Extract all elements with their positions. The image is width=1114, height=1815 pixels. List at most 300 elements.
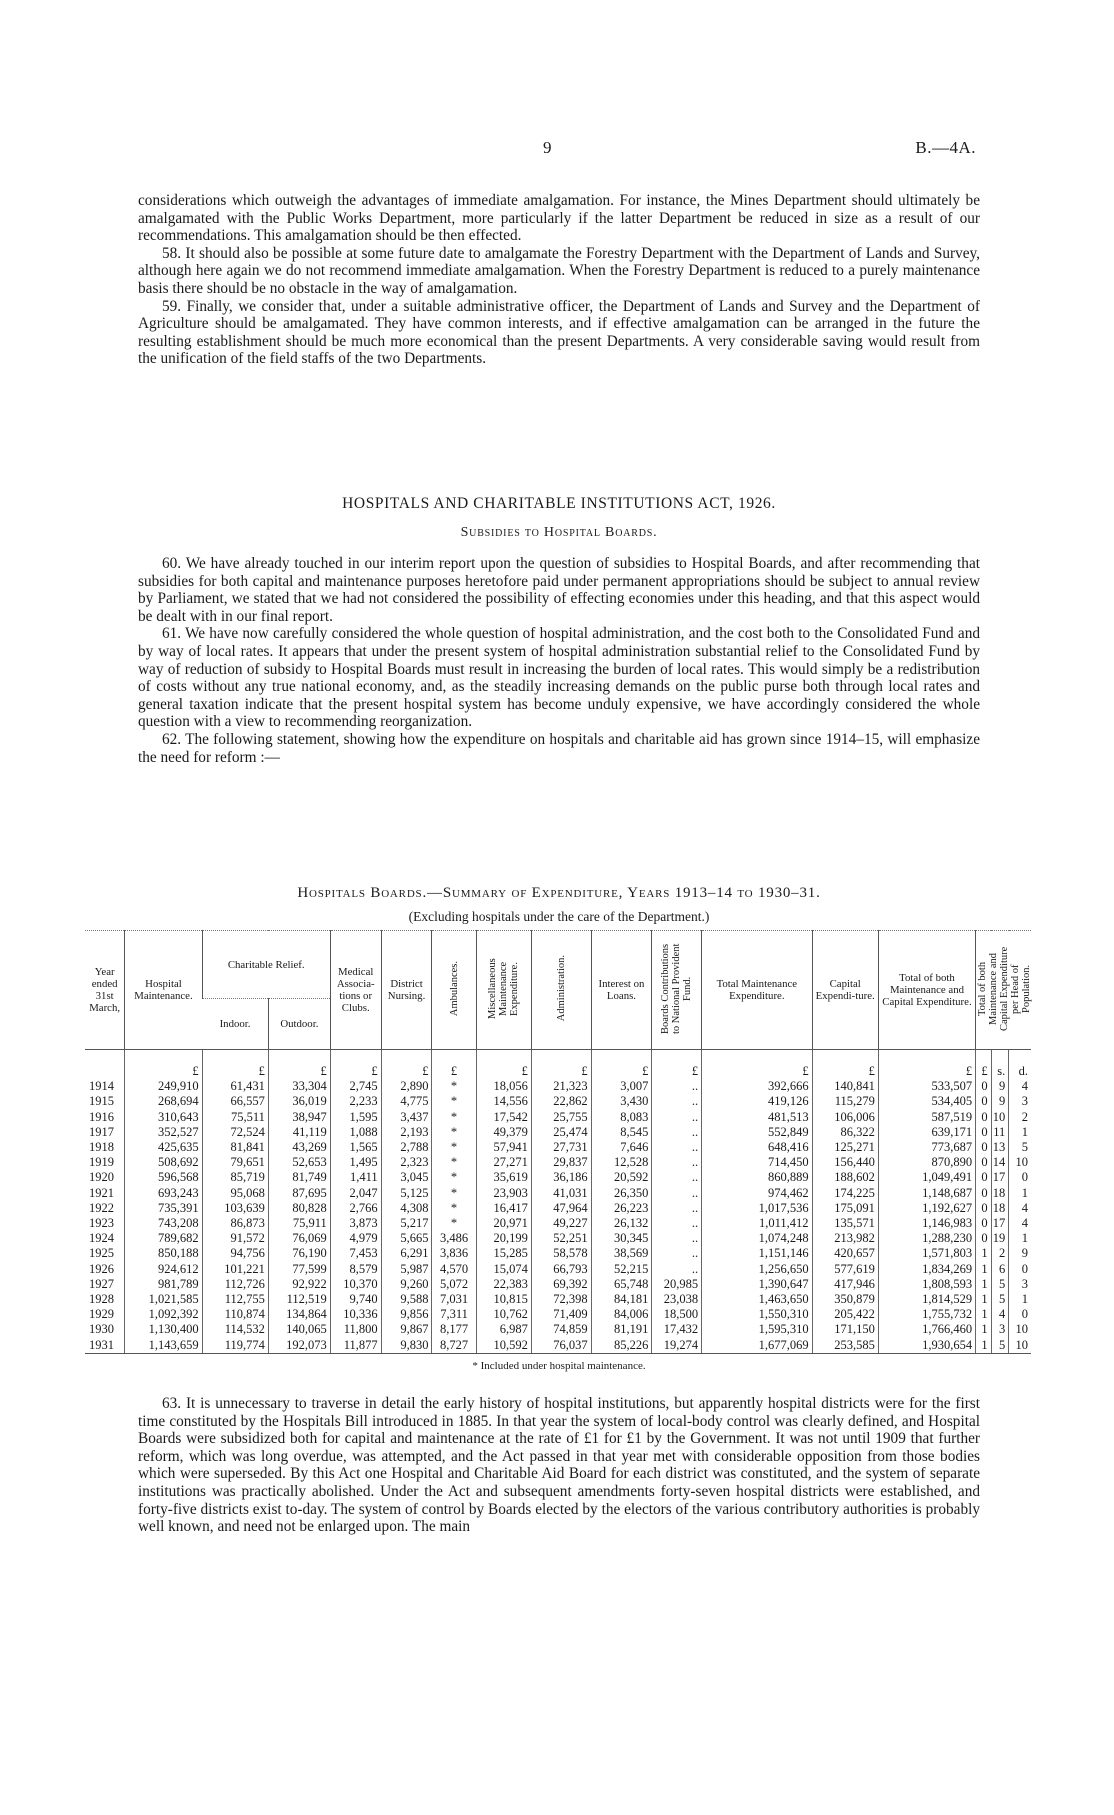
table-cell: 0 (976, 1110, 991, 1125)
table-cell: 115,279 (812, 1094, 878, 1109)
subsection-heading: Subsidies to Hospital Boards. (460, 525, 658, 540)
table-row (85, 1216, 1031, 1231)
table-cell: 1,088 (330, 1125, 381, 1140)
unit: £ (125, 1050, 202, 1080)
table-cell: 2,193 (381, 1125, 432, 1140)
table-cell: 26,223 (591, 1201, 652, 1216)
misc-label: Miscellaneous Maintenance Expenditure. (487, 958, 521, 1019)
table-cell: .. (652, 1170, 702, 1185)
table-cell: 0 (976, 1155, 991, 1170)
table-cell: 38,947 (268, 1110, 330, 1125)
table-cell: 135,571 (812, 1216, 878, 1231)
table-cell: 1,151,146 (702, 1246, 813, 1261)
table-cell: 79,651 (202, 1155, 268, 1170)
table-cell: 80,828 (268, 1201, 330, 1216)
col-hospital-maintenance: Hospital Maintenance. (125, 931, 202, 1050)
table-cell: 41,119 (268, 1125, 330, 1140)
table-cell: 1 (976, 1277, 991, 1292)
table-cell: 1,148,687 (878, 1186, 975, 1201)
table-cell: 639,171 (878, 1125, 975, 1140)
paragraph: considerations which outweigh the advantages of immediate amalgamation. For instance, the Mines Department should ultimately be amalgamated with the Public Works Department, more particularly if the latter Department be reduced in size as a result of our recommendations. This amalgamation should be then effected. (138, 192, 980, 245)
table-cell: 1,595 (330, 1110, 381, 1125)
table-cell: 6,291 (381, 1246, 432, 1261)
table-cell: 1928 (89, 1292, 114, 1307)
table-cell: 20,592 (591, 1170, 652, 1185)
table-cell: 71,409 (531, 1307, 591, 1322)
table-cell: 43,269 (268, 1140, 330, 1155)
table-cell: .. (652, 1094, 702, 1109)
table-cell: .. (652, 1186, 702, 1201)
table-cell: 16,417 (476, 1201, 531, 1216)
table-cell: 27,271 (476, 1155, 531, 1170)
table-cell: 1,143,659 (125, 1338, 202, 1354)
table-cell: .. (652, 1246, 702, 1261)
table-cell: 10 (1009, 1155, 1031, 1170)
paragraph-62: 62. The following statement, showing how the expenditure on hospitals and charitable aid has grown since 1914–15, will emphasize the need for reform :— (138, 730, 980, 766)
table-cell: 8,727 (432, 1338, 476, 1354)
table-cell: 1,011,412 (702, 1216, 813, 1231)
table-cell: 0 (976, 1216, 991, 1231)
table-cell: * (432, 1079, 476, 1094)
table-cell: 10 (1009, 1322, 1031, 1337)
table-cell: 419,126 (702, 1094, 813, 1109)
table-cell: 2,047 (330, 1186, 381, 1201)
table-cell: 23,903 (476, 1186, 531, 1201)
table-footnote: * Included under hospital maintenance. (472, 1360, 646, 1372)
table-cell: 789,682 (125, 1231, 202, 1246)
table-cell: 92,922 (268, 1277, 330, 1292)
table-title: Hospitals Boards.—Summary of Expenditure, Years 1913–14 to 1930–31. (297, 885, 821, 901)
table-cell: 4,570 (432, 1262, 476, 1277)
page-header (0, 138, 1114, 162)
paragraph-59: 59. Finally, we consider that, under a suitable administrative officer, the Department of Lands and Survey and the Department of Agriculture should be amalgamated. They have common interests, and if effective amalgamation can be arranged in the future the resulting establishment should be much more economical than the present Departments. A very considerable saving would result from the unification of the field staffs of the two Departments. (138, 297, 980, 368)
table-cell: 1 (976, 1292, 991, 1307)
table-cell: 310,643 (125, 1110, 202, 1125)
table-cell: 1 (1009, 1292, 1031, 1307)
table-cell: 974,462 (702, 1186, 813, 1201)
table-cell: 19,274 (652, 1338, 702, 1354)
unit: £ (330, 1050, 381, 1080)
table-cell: 23,038 (652, 1292, 702, 1307)
col-boards-contrib (652, 931, 702, 1050)
col-district-nursing: District Nursing. (381, 931, 432, 1050)
paragraph-60: 60. We have already touched in our interim report upon the question of subsidies to Hospital Boards, and after recommending that subsidies for both capital and maintenance purposes heretofore paid under permanent appropriations should be subject to annual review by Parliament, we stated that we had not considered the possibility of effecting economies under this heading, and that this aspect would be dealt with in our final report. (138, 555, 980, 625)
table-row (85, 1322, 1031, 1337)
boards-contrib-label: Boards Contributions to National Provident Fund. (660, 943, 694, 1034)
table-cell: 26,132 (591, 1216, 652, 1231)
table-cell: 86,322 (812, 1125, 878, 1140)
table-cell: 0 (976, 1094, 991, 1109)
table-cell: 33,304 (268, 1079, 330, 1094)
table-cell: 18,056 (476, 1079, 531, 1094)
table-row (85, 1140, 1031, 1155)
table-cell: 7,646 (591, 1140, 652, 1155)
table-cell: 9,830 (381, 1338, 432, 1354)
table-cell: 4,308 (381, 1201, 432, 1216)
table-cell: 3,437 (381, 1110, 432, 1125)
table-cell: 76,069 (268, 1231, 330, 1246)
col-charitable-relief: Charitable Relief. (202, 931, 330, 999)
table-row (85, 1110, 1031, 1125)
table-cell: 76,190 (268, 1246, 330, 1261)
paragraph-58: 58. It should also be possible at some future date to amalgamate the Forestry Department with the Department of Lands and Survey, although here again we do not recommend immediate amalgamation. When the Forestry Department is reduced to a purely maintenance basis there should be no obstacle in the way of amalgamation. (138, 244, 980, 297)
table-cell: 0 (976, 1140, 991, 1155)
table-cell: 3,873 (330, 1216, 381, 1231)
table-cell: 125,271 (812, 1140, 878, 1155)
table-cell: 860,889 (702, 1170, 813, 1185)
table-cell: * (432, 1170, 476, 1185)
table-cell: 1,550,310 (702, 1307, 813, 1322)
table-cell: 21,323 (531, 1079, 591, 1094)
table-cell: 103,639 (202, 1201, 268, 1216)
table-cell: 18 (991, 1201, 1009, 1216)
unit: £ (812, 1050, 878, 1080)
table-cell: 5,665 (381, 1231, 432, 1246)
table-cell: 81,191 (591, 1322, 652, 1337)
table-cell: 52,251 (531, 1231, 591, 1246)
table-cell: 3,045 (381, 1170, 432, 1185)
table-cell: 1,808,593 (878, 1277, 975, 1292)
table-row (85, 1307, 1031, 1322)
unit: £ (531, 1050, 591, 1080)
table-row (85, 1170, 1031, 1185)
table-cell: 1,571,803 (878, 1246, 975, 1261)
table-cell: 61,431 (202, 1079, 268, 1094)
table-cell: 1927 (89, 1276, 114, 1291)
table-cell: 4 (1009, 1201, 1031, 1216)
table-cell: 1922 (89, 1200, 114, 1215)
table-cell: 508,692 (125, 1155, 202, 1170)
col-per-head (976, 931, 1031, 1050)
table-cell: 36,019 (268, 1094, 330, 1109)
table-cell: 693,243 (125, 1186, 202, 1201)
table-cell: 417,946 (812, 1277, 878, 1292)
table-cell: * (432, 1201, 476, 1216)
table-row (85, 1231, 1031, 1246)
table-cell: 0 (1009, 1307, 1031, 1322)
table-cell: 743,208 (125, 1216, 202, 1231)
table-cell: 1918 (89, 1140, 114, 1155)
table-cell: 1 (1009, 1125, 1031, 1140)
table-cell: 17,542 (476, 1110, 531, 1125)
table-cell: 870,890 (878, 1155, 975, 1170)
table-cell: 253,585 (812, 1338, 878, 1354)
table-cell: 29,837 (531, 1155, 591, 1170)
table-cell: 3 (1009, 1277, 1031, 1292)
table-cell: 1,390,647 (702, 1277, 813, 1292)
table-cell: 1,256,650 (702, 1262, 813, 1277)
table-cell: 11,877 (330, 1338, 381, 1354)
table-cell: 1,130,400 (125, 1322, 202, 1337)
table-cell: 1,495 (330, 1155, 381, 1170)
table-cell: 3,836 (432, 1246, 476, 1261)
ambulances-label: Ambulances. (448, 960, 460, 1017)
table-cell: .. (652, 1110, 702, 1125)
table-cell: 1,755,732 (878, 1307, 975, 1322)
table-cell: 6 (991, 1262, 1009, 1277)
table-cell: 577,619 (812, 1262, 878, 1277)
table-cell: 9 (991, 1094, 1009, 1109)
table-cell: 25,755 (531, 1110, 591, 1125)
unit: £ (381, 1050, 432, 1080)
table-cell: 3 (1009, 1094, 1031, 1109)
table-cell: 420,657 (812, 1246, 878, 1261)
table-cell: 3,486 (432, 1231, 476, 1246)
table-cell: 1,834,269 (878, 1262, 975, 1277)
table-cell: 1,930,654 (878, 1338, 975, 1354)
table-cell: 20,985 (652, 1277, 702, 1292)
table-cell: 10,592 (476, 1338, 531, 1354)
table-cell: 1916 (89, 1109, 114, 1124)
table-cell: 112,519 (268, 1292, 330, 1307)
table-cell: 22,383 (476, 1277, 531, 1292)
table-cell: 350,879 (812, 1292, 878, 1307)
table-cell: 87,695 (268, 1186, 330, 1201)
table-cell: 1,411 (330, 1170, 381, 1185)
table-cell: 49,379 (476, 1125, 531, 1140)
table-cell: 0 (976, 1201, 991, 1216)
table-cell: 534,405 (878, 1094, 975, 1109)
col-year: Year ended 31st March, (85, 931, 125, 1050)
table-cell: 2 (1009, 1110, 1031, 1125)
table-cell: 1,192,627 (878, 1201, 975, 1216)
unit (85, 1050, 125, 1080)
paragraph-63: 63. It is unnecessary to traverse in detail the early history of hospital institutions, but apparently hospital districts were for the first time constituted by the Hospitals Bill introduced in 1885. In that year the system of local-body control was clearly defined, and Hospital Boards were subsidized both for capital and maintenance at the rate of £1 for £1 by the Government. It was not until 1909 that further reform, which was long overdue, was attempted, and the Act passed in that year met with considerable opposition from those bodies which were superseded. By this Act one Hospital and Charitable Aid Board for each district was constituted, and the system of separate institutions was practically abolished. Under the Act and subsequent amendments forty-seven hospital districts were established, and forty-five districts exist to-day. The system of control by Boards elected by the electors of the various contributory authorities is probably well known, and need not be enlarged upon. The main (138, 1395, 980, 1536)
table-cell: 205,422 (812, 1307, 878, 1322)
middle-text (138, 555, 980, 766)
table-cell: 26,350 (591, 1186, 652, 1201)
table-cell: 1,595,310 (702, 1322, 813, 1337)
table-cell: 1 (976, 1246, 991, 1261)
table-cell: 735,391 (125, 1201, 202, 1216)
table-cell: 596,568 (125, 1170, 202, 1185)
table-cell: 4 (1009, 1216, 1031, 1231)
col-indoor: Indoor. (202, 999, 268, 1050)
table-cell: 119,774 (202, 1338, 268, 1354)
table-cell: 2,788 (381, 1140, 432, 1155)
table-cell: 714,450 (702, 1155, 813, 1170)
col-capital: Capital Expendi-ture. (812, 931, 878, 1050)
table-cell: 30,345 (591, 1231, 652, 1246)
table-cell: 112,755 (202, 1292, 268, 1307)
table-cell: 38,569 (591, 1246, 652, 1261)
table-cell: 11,800 (330, 1322, 381, 1337)
table-row (85, 1155, 1031, 1170)
table-cell: 850,188 (125, 1246, 202, 1261)
col-outdoor: Outdoor. (268, 999, 330, 1050)
table-cell: 192,073 (268, 1338, 330, 1354)
table-cell: 18,500 (652, 1307, 702, 1322)
table-cell: 81,749 (268, 1170, 330, 1185)
table-cell: 1,288,230 (878, 1231, 975, 1246)
table-cell: 1931 (85, 1338, 125, 1354)
table-cell: 10,815 (476, 1292, 531, 1307)
table-cell: 2,233 (330, 1094, 381, 1109)
unit: £ (976, 1050, 991, 1080)
table-cell: 65,748 (591, 1277, 652, 1292)
table-cell: 3,430 (591, 1094, 652, 1109)
table-row (85, 1125, 1031, 1140)
table-cell: 9,856 (381, 1307, 432, 1322)
table-cell: 1923 (89, 1216, 114, 1231)
table-row (85, 1094, 1031, 1109)
table-cell: 1,092,392 (125, 1307, 202, 1322)
page-number: 9 (543, 138, 552, 157)
table-cell: 2,890 (381, 1079, 432, 1094)
expenditure-table (85, 930, 1031, 1354)
table-cell: .. (652, 1201, 702, 1216)
unit: d. (1009, 1050, 1031, 1080)
table-cell: 5,125 (381, 1186, 432, 1201)
closing-text (138, 1395, 980, 1536)
table-cell: 0 (976, 1170, 991, 1185)
col-administration (531, 931, 591, 1050)
table-cell: 1914 (89, 1079, 114, 1094)
table-cell: 106,006 (812, 1110, 878, 1125)
table-body (85, 1050, 1031, 1354)
table-cell: 1929 (89, 1307, 114, 1322)
table-cell: 8,545 (591, 1125, 652, 1140)
table-cell: 1,074,248 (702, 1231, 813, 1246)
table-cell: 86,873 (202, 1216, 268, 1231)
table-cell: 13 (991, 1140, 1009, 1155)
table-cell: 156,440 (812, 1155, 878, 1170)
table-cell: * (432, 1216, 476, 1231)
table-cell: 0 (976, 1125, 991, 1140)
table-cell: 1,814,529 (878, 1292, 975, 1307)
table-cell: 66,793 (531, 1262, 591, 1277)
table-cell: 101,221 (202, 1262, 268, 1277)
table-cell: 7,453 (330, 1246, 381, 1261)
table-cell: 85,719 (202, 1170, 268, 1185)
table-cell: 5,987 (381, 1262, 432, 1277)
table-cell: 924,612 (125, 1262, 202, 1277)
table-cell: 1,463,650 (702, 1292, 813, 1307)
table-cell: 2,745 (330, 1079, 381, 1094)
table-cell: 75,511 (202, 1110, 268, 1125)
unit: £ (591, 1050, 652, 1080)
table-cell: 140,065 (268, 1322, 330, 1337)
unit: £ (652, 1050, 702, 1080)
table-cell: 72,398 (531, 1292, 591, 1307)
table-cell: 425,635 (125, 1140, 202, 1155)
table-cell: 8,083 (591, 1110, 652, 1125)
table-cell: 1915 (89, 1094, 114, 1109)
unit: £ (476, 1050, 531, 1080)
intro-text (138, 192, 980, 368)
table-cell: 69,392 (531, 1277, 591, 1292)
table-cell: 15,074 (476, 1262, 531, 1277)
unit: £ (202, 1050, 268, 1080)
table-cell: 2,323 (381, 1155, 432, 1170)
table-cell: 57,941 (476, 1140, 531, 1155)
table-cell: 25,474 (531, 1125, 591, 1140)
table-cell: 6,987 (476, 1322, 531, 1337)
table-cell: 18 (991, 1186, 1009, 1201)
table-cell: 1 (1009, 1231, 1031, 1246)
table-cell: 134,864 (268, 1307, 330, 1322)
table-cell: 5 (991, 1338, 1009, 1354)
unit: £ (432, 1050, 476, 1080)
table-cell: 1921 (89, 1185, 114, 1200)
table-cell: 110,874 (202, 1307, 268, 1322)
table-cell: 392,666 (702, 1079, 813, 1094)
table-cell: 0 (976, 1231, 991, 1246)
table-cell: .. (652, 1231, 702, 1246)
table-cell: 3 (991, 1322, 1009, 1337)
table-cell: 114,532 (202, 1322, 268, 1337)
table-cell: .. (652, 1125, 702, 1140)
table-cell: 41,031 (531, 1186, 591, 1201)
table-cell: 75,911 (268, 1216, 330, 1231)
table-cell: 1,049,491 (878, 1170, 975, 1185)
col-medical: Medical Associa-tions or Clubs. (330, 931, 381, 1050)
table-cell: 0 (1009, 1170, 1031, 1185)
table-cell: 17 (991, 1216, 1009, 1231)
table-cell: 1 (976, 1262, 991, 1277)
table-cell: 11 (991, 1125, 1009, 1140)
table-cell: 9,740 (330, 1292, 381, 1307)
table-row (85, 1292, 1031, 1307)
table-cell: 52,215 (591, 1262, 652, 1277)
table-cell: 52,653 (268, 1155, 330, 1170)
table-cell: 15,285 (476, 1246, 531, 1261)
table-cell: 1,565 (330, 1140, 381, 1155)
table-cell: 84,181 (591, 1292, 652, 1307)
unit: s. (991, 1050, 1009, 1080)
table-cell: 8,177 (432, 1322, 476, 1337)
table-cell: 1,017,536 (702, 1201, 813, 1216)
table-cell: 77,599 (268, 1262, 330, 1277)
table-cell: 91,572 (202, 1231, 268, 1246)
table-cell: 981,789 (125, 1277, 202, 1292)
table-cell: 175,091 (812, 1201, 878, 1216)
table-cell: 1,146,983 (878, 1216, 975, 1231)
table-cell: 47,964 (531, 1201, 591, 1216)
table-cell: * (432, 1110, 476, 1125)
table-cell: 35,619 (476, 1170, 531, 1185)
table-cell: * (432, 1155, 476, 1170)
table-cell: 533,507 (878, 1079, 975, 1094)
col-total-both: Total of both Maintenance and Capital Expenditure. (878, 931, 975, 1050)
table-cell: 1919 (89, 1155, 114, 1170)
table-cell: 9,588 (381, 1292, 432, 1307)
table-cell: 3,007 (591, 1079, 652, 1094)
table-cell: 85,226 (591, 1338, 652, 1354)
table-cell: 66,557 (202, 1094, 268, 1109)
table-cell: * (432, 1186, 476, 1201)
table-cell: 773,687 (878, 1140, 975, 1155)
table-cell: 249,910 (125, 1079, 202, 1094)
table-cell: 2 (991, 1246, 1009, 1261)
administration-label: Administration. (555, 955, 567, 1022)
table-cell: 1917 (89, 1124, 114, 1139)
table-cell: 22,862 (531, 1094, 591, 1109)
table-cell: 1 (1009, 1186, 1031, 1201)
table-cell: 1920 (89, 1170, 114, 1185)
table-cell: 20,199 (476, 1231, 531, 1246)
table-cell: .. (652, 1262, 702, 1277)
table-cell: 213,982 (812, 1231, 878, 1246)
table-cell: 9 (991, 1079, 1009, 1094)
table-cell: 36,186 (531, 1170, 591, 1185)
table-cell: 19 (991, 1231, 1009, 1246)
table-cell: 1 (976, 1322, 991, 1337)
table-cell: 5 (991, 1277, 1009, 1292)
document-reference: B.—4A. (915, 138, 976, 157)
table-cell: 0 (976, 1186, 991, 1201)
table-cell: 4 (1009, 1079, 1031, 1094)
